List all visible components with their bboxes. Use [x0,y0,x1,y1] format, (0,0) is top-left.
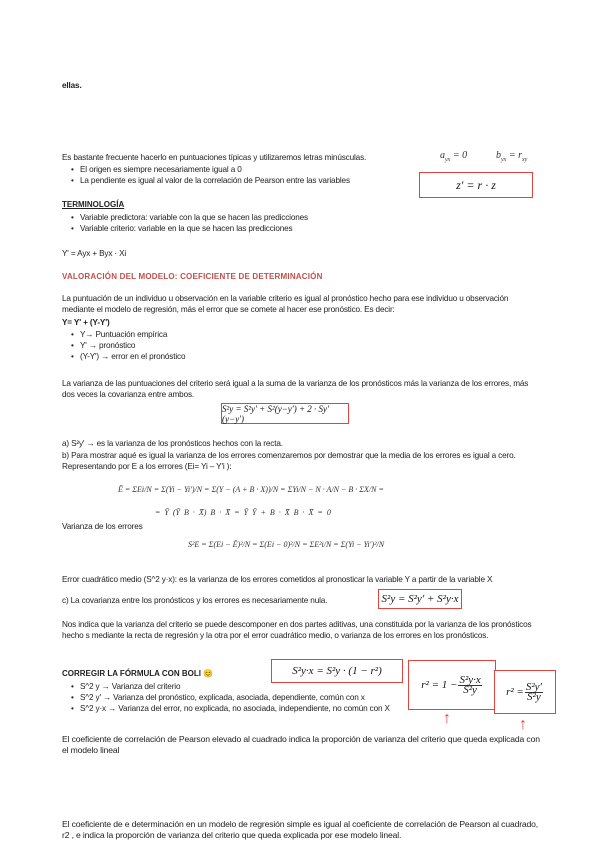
conclusion-paragraph: El coeficiente de correlación de Pearson elevado al cuadrado indica la proporción de varianza del criterio que queda explicada con el modelo lineal [62,734,540,755]
red-arrow-icon: ↑ [443,710,451,727]
error-cuadratico-text: Error cuadrático medio (S^2 y·x): es la varianza de los errores cometidos al pronosticar la variable Y a partir de la variable X [62,575,493,584]
terminologia-title: TERMINOLOGÍA [62,200,125,209]
equation-variance-errors: S²E = Σ(Ei − Ē)²/N = Σ(Ei − 0)²/N = ΣE²i/N = Σ(Yi − Yi′)²/N [188,540,385,549]
varianza-errores-label: Varianza de los errores [62,522,143,531]
equation-mean-errors-1: Ē = ΣEi/N = Σ(Yi − Yi′)/N = Σ(Y − (A + B · X))/N = ΣYi/N − N · A/N − B · ΣX/N = [118,485,384,494]
intro-paragraph: Es bastante frecuente hacerlo en puntuaciones típicas y utilizaremos letras minúsculas. [62,153,367,162]
boxed-formula-residual: S²y·x = S²y · (1 − r²) [271,659,403,683]
valoracion-paragraph: La puntuación de un individuo u observación en la variable criterio es igual al pronóstico hecho para ese individuo u observación mediante el modelo de regresión, más el error que se comete al hacer ese pronóstico. Es decir: [62,294,509,314]
intro-bullet: • La pendiente es igual al valor de la correlación de Pearson entre las variables [80,175,440,186]
red-arrow-icon: ↑ [519,716,527,733]
boxed-formula-variance-decomposition: S²y = S²y′ + S²(y−y′) + 2 · Sy′(y−y′) [221,403,349,424]
corregir-title: CORREGIR LA FÓRMULA CON BOLI 😊 [62,669,214,678]
regression-equation: Y' = Ayx + Byx · Xi [62,249,127,258]
descomponer-paragraph: Nos indica que la varianza del criterio se puede descomponer en dos partes aditivas, una constituida por la varianza de los pronósticos hecho s mediante la recta de regresión y la otra por el error cuadrático medio, o varianza de los errores en los pronósticos. [62,620,532,640]
terminologia-bullets [66,212,440,234]
boxed-formula-c: S²y = S²y′ + S²y·x [378,589,462,609]
boxed-formula-standardized: z′ = r · z [419,172,533,198]
smile-emoji-icon: 😊 [203,669,214,678]
item-b: b) Para mostrar aqué es igual la varianza de los errores comenzaremos por demostrar que la media de los errores es igual a cero. Representando por E a los errores (Ei= Yi – Y'i ): [62,451,516,471]
valoracion-bullet: • (Y-Y') → error en el pronóstico [80,351,380,362]
valoracion-heading: VALORACIÓN DEL MODELO: COEFICIENTE DE DETERMINACIÓN [62,272,323,281]
final-paragraph: El coeficiente de e determinación en un modelo de regresión simple es igual al coeficiente de correlación de Pearson al cuadrado, r2 , e indica la proporción de varianza del criterio que queda explicada por ese modelo lineal. [62,819,539,840]
valoracion-equation: Y= Y' + (Y-Y') [62,318,110,327]
valoracion-bullets [66,329,380,362]
corregir-bullet: • S^2 y' → Varianza del pronóstico, explicada, asociada, dependiente, común con x [80,692,460,703]
text-ellas: ellas. [62,81,82,90]
terminologia-bullet: • Variable criterio: variable en la que se hacen las predicciones [80,223,440,234]
intro-bullet: • El origen es siempre necesariamente igual a 0 [80,164,440,175]
valoracion-bullet: • Y' → pronóstico [80,340,380,351]
item-a: a) S²y′ → es la varianza de los pronósticos hechos con la recta. [62,439,283,448]
formula-origin: $a_{yx} = 0$ [440,150,468,163]
corregir-bullet: • S^2 y → Varianza del criterio [80,681,460,692]
corregir-bullet: • S^2 y·x → Varianza del error, no explicada, no asociada, independiente, no común con X [80,703,460,714]
corregir-bullets [66,681,460,714]
boxed-formula-r2-explained: r² = $\frac{\text{S²y′}}{\text{S²y}}$ [494,670,556,714]
formula-slope: $b_{yx} = r_{xy}$ [496,150,528,163]
intro-bullets [66,164,440,186]
equation-mean-errors-2: = Ȳ (Ȳ B · X̄) B · X̄ = Ȳ Ȳ + B · X̄ B · X̄ = 0 [155,508,331,517]
terminologia-bullet: • Variable predictora: variable con la que se hacen las predicciones [80,212,440,223]
valoracion-bullet: • Y→ Puntuación empírica [80,329,380,340]
varianza-paragraph: La varianza de las puntuaciones del criterio será igual a la suma de la varianza de los pronósticos más la varianza de los errores, más dos veces la covarianza entre ambos. [62,379,529,399]
boxed-formula-r2-residual: r² = 1 − $\frac{\text{S²y·x}}{\text{S²y}}$ [408,660,496,710]
item-c: c) La covarianza entre los pronósticos y los errores es necesariamente nula. [62,596,328,605]
